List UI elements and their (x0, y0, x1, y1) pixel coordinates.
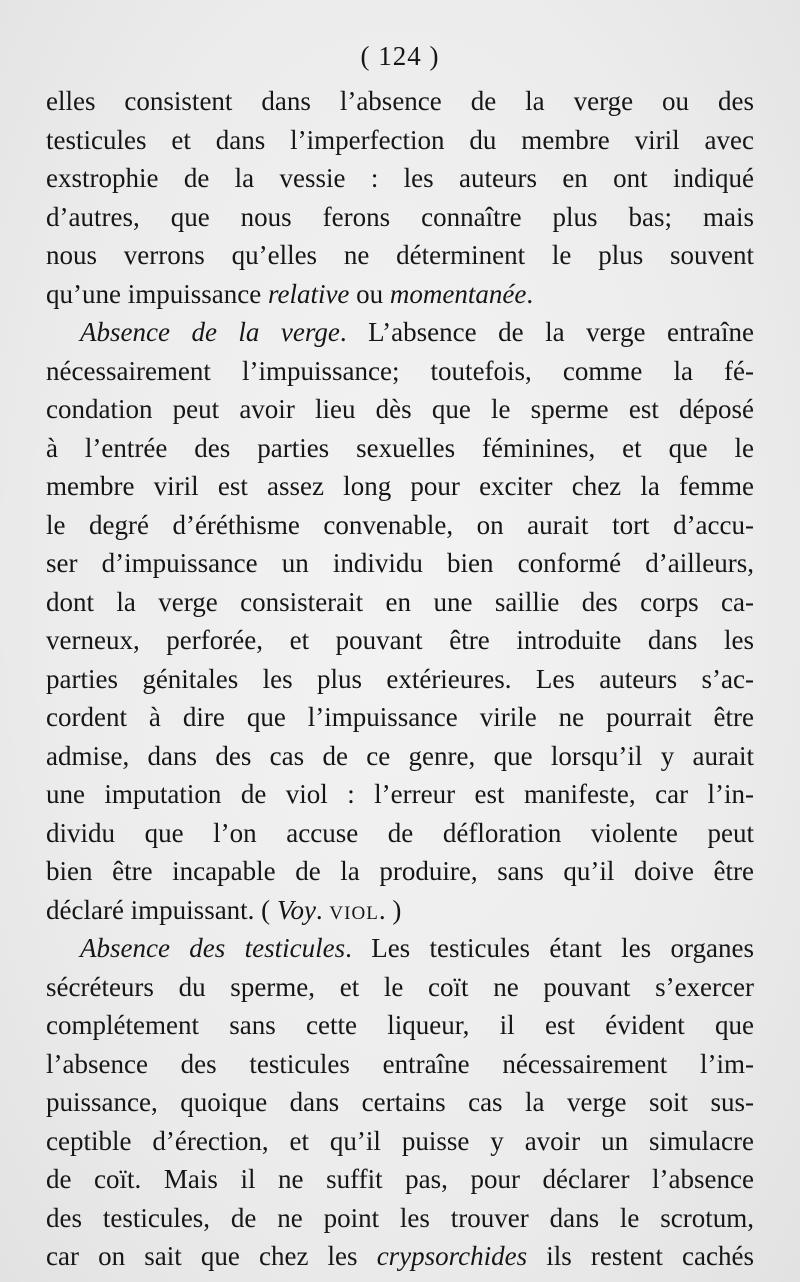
text-line: Absence des testicules. Les testicules étant les organes (80, 933, 754, 963)
text-line: à l’entrée des parties sexuelles féminines, et que le (46, 432, 754, 463)
text-line: cordent à dire que l’impuissance virile ne pourrait être (46, 702, 754, 732)
text-line: le degré d’éréthisme convenable, on aurait tort d’accu- (46, 509, 754, 540)
text-line: Absence de la verge. L’absence de la verge entraîne (80, 317, 754, 347)
text-line: ser d’impuissance un individu bien conformé d’ailleurs, (46, 548, 754, 578)
text-line: une imputation de viol : l’erreur est manifeste, car l’in- (46, 779, 754, 809)
text-line: qu’une impuissance relative ou momentanée. (46, 278, 534, 309)
text-line: l’absence des testicules entraîne nécessairement l’im- (46, 1048, 754, 1079)
text-line: parties génitales les plus extérieures. Les auteurs s’ac- (46, 663, 754, 694)
text-line: d’autres, que nous ferons connaître plus bas; mais (46, 201, 754, 232)
italic-term: crypsorchides (376, 1241, 528, 1271)
paragraph-3 (46, 929, 754, 1276)
section-heading-italic: Absence des testicules (80, 933, 346, 963)
text-line: elles consistent dans l’absence de la verge ou des (46, 86, 754, 116)
text-line: dividu que l’on accuse de défloration violente peut (46, 817, 754, 848)
text-line: sécréteurs du sperme, et le coït ne pouvant s’exercer (46, 971, 754, 1002)
text-line: nous verrons qu’elles ne déterminent le plus souvent (46, 240, 754, 270)
italic-term: Voy (276, 894, 316, 925)
text-line: verneux, perforée, et pouvant être introduite dans les (46, 625, 754, 655)
paragraph-1 (46, 82, 754, 313)
text-line: des testicules, de ne point les trouver dans le scrotum, (46, 1202, 754, 1233)
cross-reference: viol (329, 894, 379, 925)
text-line: car on sait que chez les crypsorchides ils restent cachés (46, 1241, 754, 1271)
text-line: testicules et dans l’imperfection du membre viril avec (46, 124, 754, 155)
text-line: ceptible d’érection, et qu’il puisse y avoir un simulacre (46, 1125, 754, 1156)
text-line: admise, dans des cas de ce genre, que lorsqu’il y aurait (46, 740, 754, 771)
italic-term: momentanée (389, 278, 527, 309)
text-line: déclaré impuissant. ( Voy. viol. ) (46, 894, 402, 925)
text-line: bien être incapable de la produire, sans qu’il doive être (46, 856, 754, 886)
paragraph-2 (46, 313, 754, 929)
page-number: ( 124 ) (360, 41, 440, 71)
text-line: de coït. Mais il ne suffit pas, pour déclarer l’absence (46, 1164, 754, 1194)
text-line: puissance, quoique dans certains cas la verge soit sus- (46, 1087, 754, 1117)
section-heading-italic: Absence de la verge (80, 317, 340, 347)
text-line: membre viril est assez long pour exciter chez la femme (46, 471, 754, 501)
body-text (46, 82, 754, 1276)
text-line: nécessairement l’impuissance; toutefois, comme la fé- (46, 355, 754, 386)
text-line: condation peut avoir lieu dès que le sperme est déposé (46, 394, 754, 424)
text-line: complétement sans cette liqueur, il est évident que (46, 1010, 754, 1040)
italic-term: relative (267, 278, 350, 309)
text-line: exstrophie de la vessie : les auteurs en ont indiqué (46, 163, 754, 193)
text-line: dont la verge consisterait en une saillie des corps ca- (46, 586, 754, 617)
